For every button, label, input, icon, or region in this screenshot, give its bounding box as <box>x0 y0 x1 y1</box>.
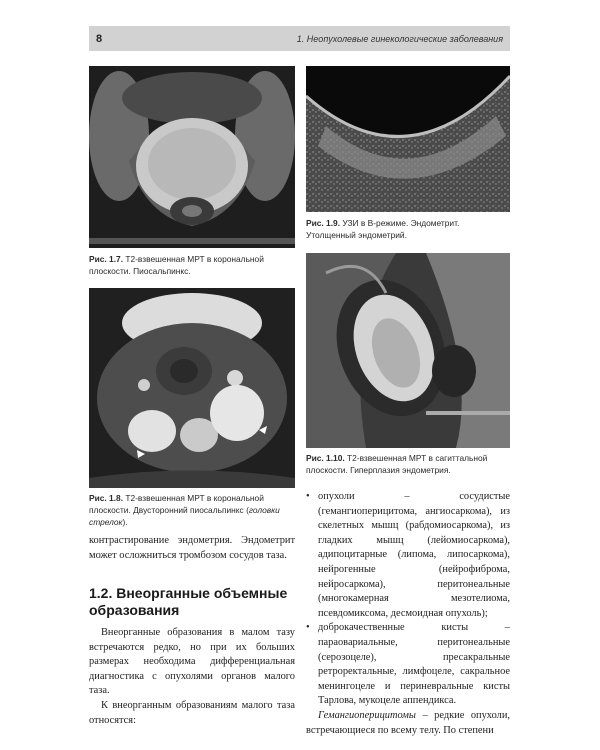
figure-label: Рис. 1.9. <box>306 218 341 228</box>
caption-text: T2-взвешенная МРТ в корональной плоскости. Двусторонний пиосальпинкс ( <box>89 493 264 515</box>
paragraph: Внеорганные образования в малом тазу встречаются редко, но при их больших размерах необходима дифференциальная диагностика с опухолями органов малого таза. <box>89 627 295 697</box>
running-header <box>89 26 510 51</box>
figure-label: Рис. 1.7. <box>89 254 124 264</box>
page-number: 8 <box>96 32 103 45</box>
intro-paragraph: контрастирование эндометрия. Эндометрит может осложниться тромбозом сосудов таза. <box>89 535 295 561</box>
paragraph-text: – редкие опухоли, встречающиеся по всему телу. По степени <box>306 709 510 736</box>
figure-1-10-image <box>306 253 510 448</box>
caption-text: УЗИ в B-режиме. Эндометрит. Утолщенный эндометрий. <box>306 218 460 240</box>
left-column-intro <box>89 534 295 563</box>
section-title: 1.2. Внеорганные объемные образования <box>89 585 288 618</box>
left-column-body <box>89 626 295 728</box>
figure-label: Рис. 1.10. <box>306 453 345 463</box>
list-item: • опухоли – сосудистые (гемангиоперицитома, ангиосаркома), из скелетных мышц (рабдомиосаркома), из гладких мышц (лейомиосаркома), адипоцитарные (липома, липосаркома), нейрогенные (нейрофиброма, нейросаркома), перитонеальные (многокамерная мезотелиома, псевдомиксома, десмоидная опухоль); <box>306 490 510 621</box>
figure-1-9-image <box>306 66 510 212</box>
caption-text: T2-взвешенная МРТ в сагиттальной плоскости. Гиперплазия эндометрия. <box>306 453 488 475</box>
list-item: • доброкачественные кисты – параовариальные, перитонеальные (серозоцеле), пресакральные ретроректальные, лимфоцеле, сакральное менингоцеле и периневральные кисты Тарлова, мукоцеле аппендикса. <box>306 621 510 709</box>
paragraph <box>306 709 510 738</box>
paragraph: К внеорганным образованиям малого таза относятся: <box>89 699 295 726</box>
caption-text: T2-взвешенная МРТ в корональной плоскости. Пиосальпинкс. <box>89 254 264 276</box>
figure-1-10-caption <box>306 452 510 476</box>
term-italic: Гемангиоперицитомы <box>318 709 416 721</box>
caption-italic: головки стрелок <box>89 505 280 527</box>
caption-end: ). <box>122 517 128 527</box>
right-column-body <box>306 490 510 738</box>
figure-1-8-image <box>89 288 295 488</box>
figure-1-9-caption <box>306 217 510 241</box>
chapter-title: 1. Неопухолевые гинекологические заболевания <box>296 33 503 44</box>
figure-1-7-caption <box>89 253 295 277</box>
bullet-list <box>306 490 510 709</box>
figure-1-7-image <box>89 66 295 248</box>
figure-label: Рис. 1.8. <box>89 493 124 503</box>
figure-1-8-caption <box>89 492 295 528</box>
